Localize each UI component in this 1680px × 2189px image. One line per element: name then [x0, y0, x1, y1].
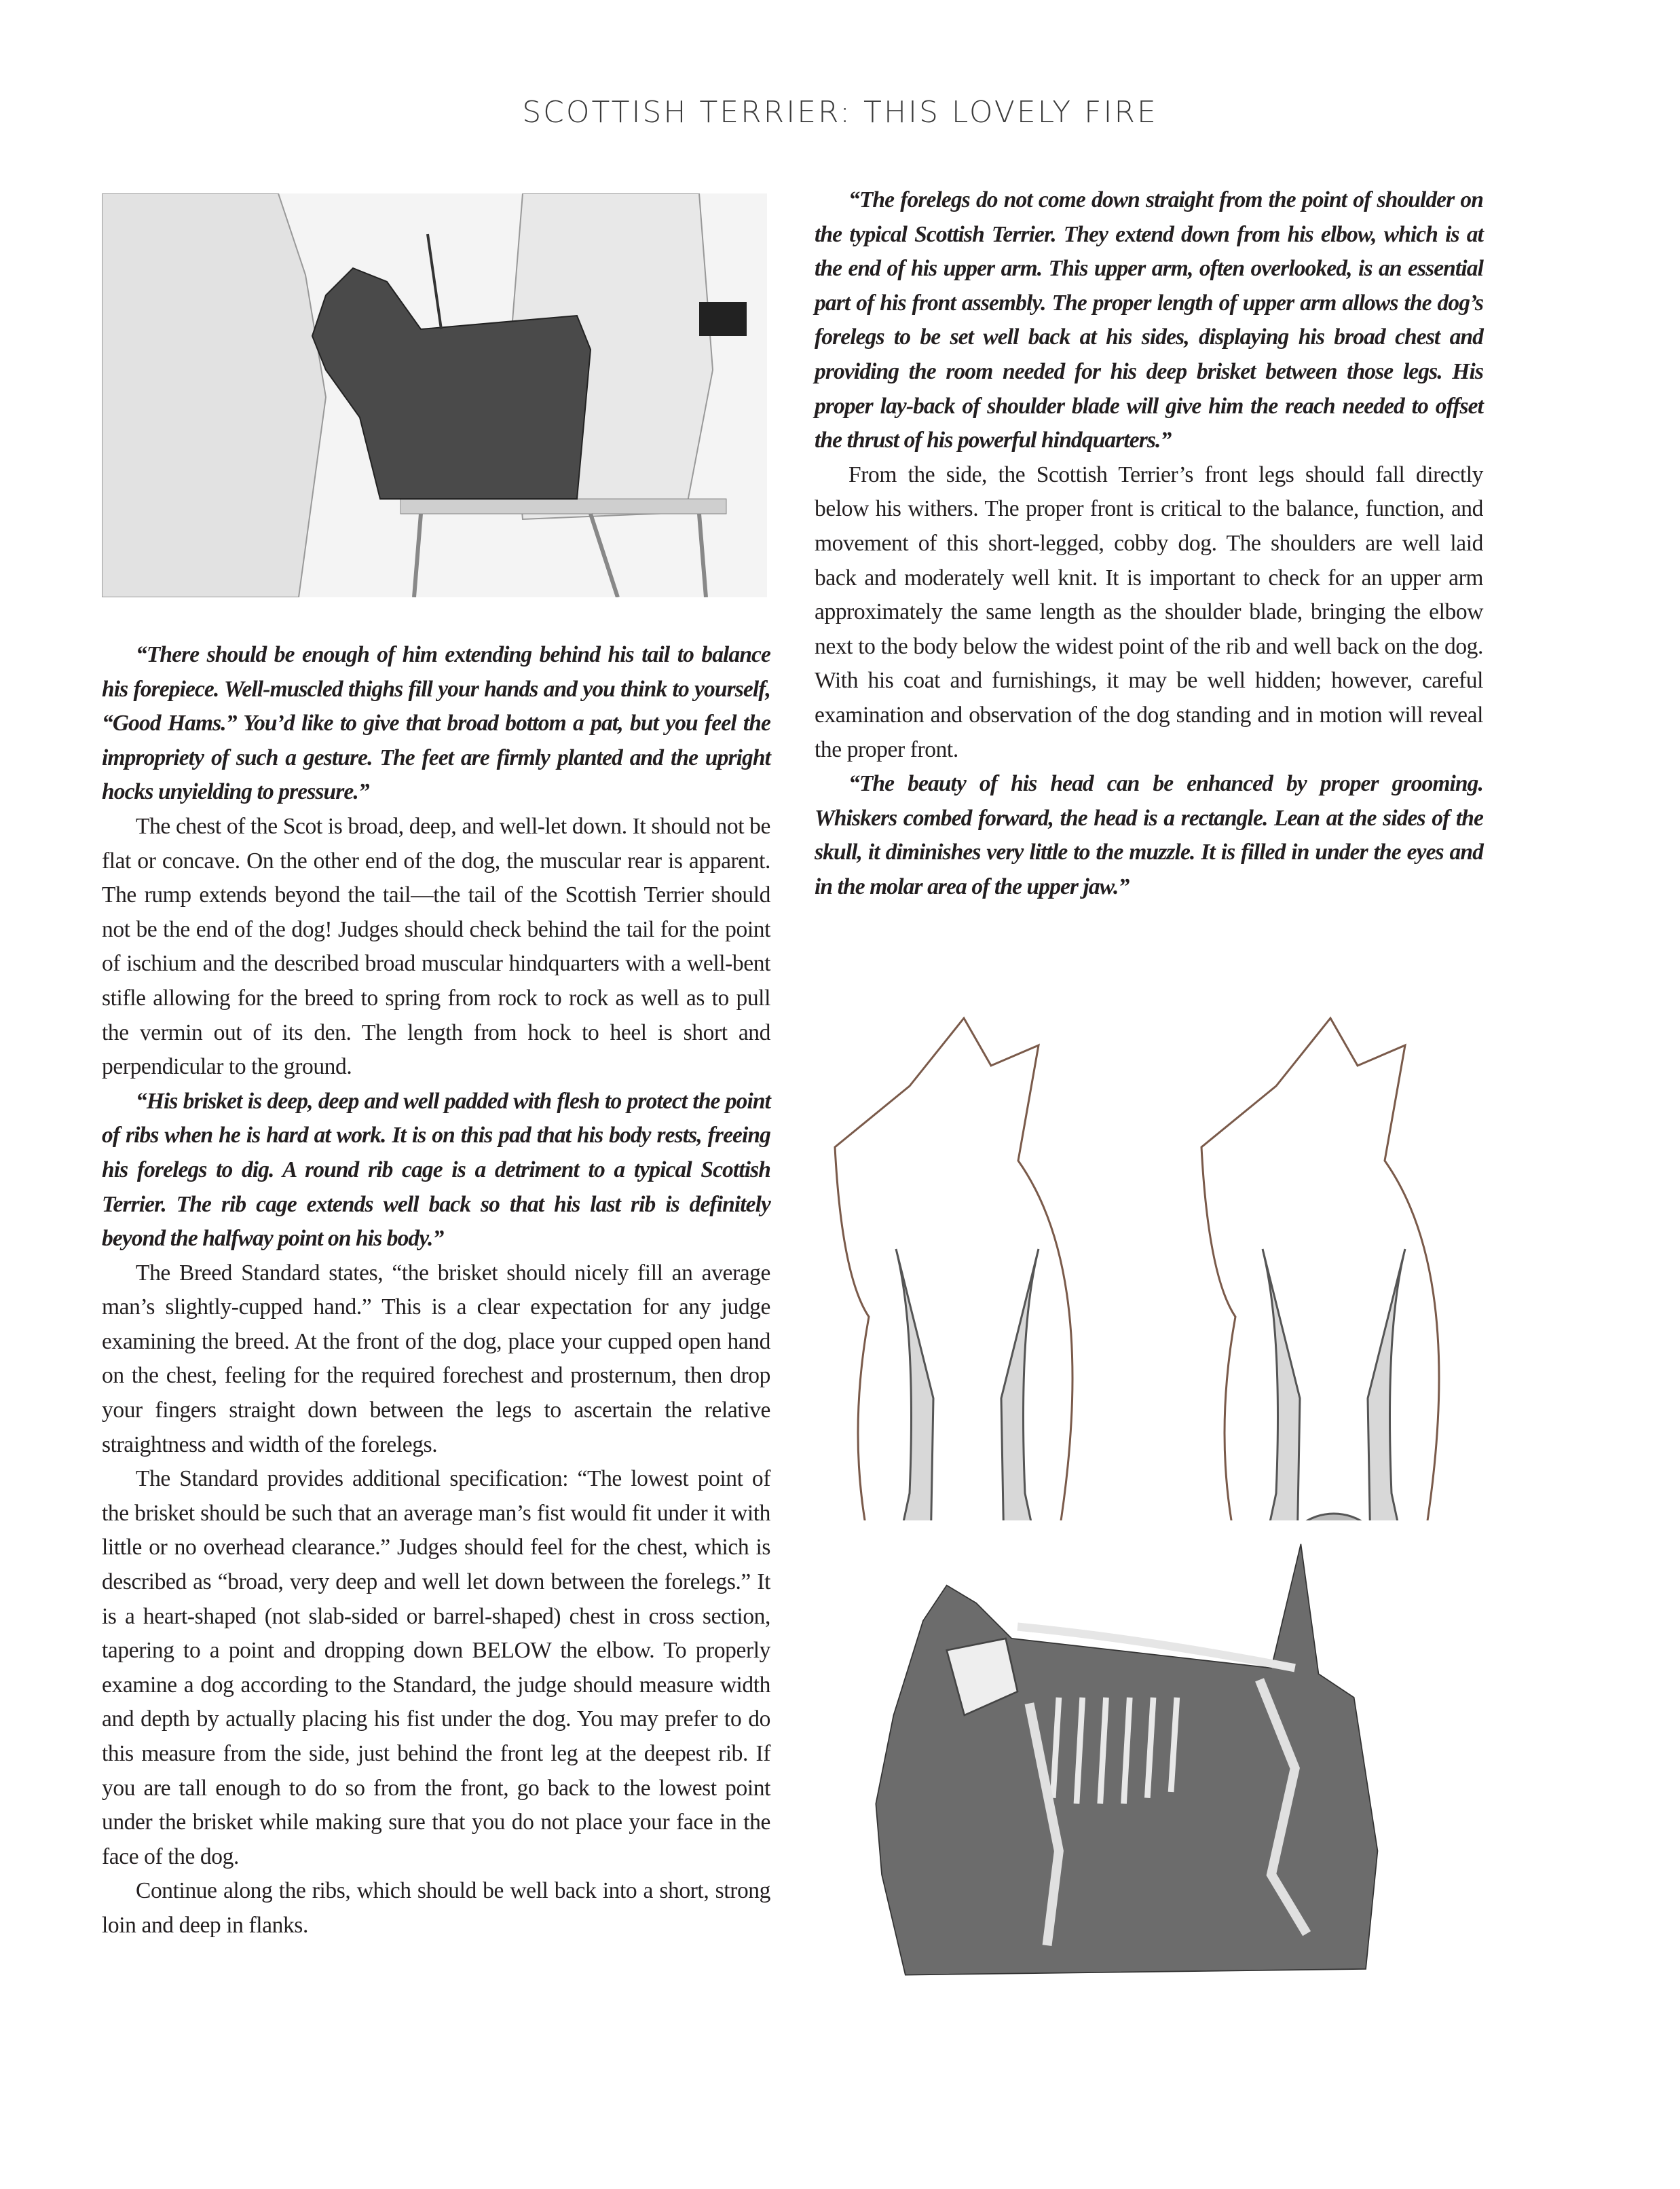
judge-examining-terrier-illustration	[102, 193, 767, 597]
hindquarters-quote: “There should be enough of him extending behind his tail to balance his forepiece. Well-muscled thighs fill your hands and you think to yourself, “Good Hams.” You’d like to give that broad bottom a pat, but you feel the impropriety of such a gesture. The feet are firmly planted and the upright hocks unyielding to pressure.”	[102, 642, 770, 805]
terrier-skeleton-side-illustration	[815, 1520, 1483, 2063]
right-text-column	[815, 183, 1483, 904]
body-paragraph: The Breed Standard states, “the brisket should nicely fill an average man’s slightly-cupped hand.” This is a clear expectation for any judge examining the breed. At the front of the dog, place your cupped open hand on the chest, feeling for the required forechest and prosternum, then drop your fingers straight down between the legs to ascertain the relative straightness and width of the forelegs.	[102, 1260, 770, 1457]
head-quote: “The beauty of his head can be enhanced by proper grooming. Whiskers combed forward, the head is a rectangle. Lean at the sides of the skull, it diminishes very little to the muzzle. It is filled in under the eyes and in the molar area of the upper jaw.”	[815, 771, 1483, 899]
brisket-quote: “His brisket is deep, deep and well padded with flesh to protect the point of ribs when he is hard at work. It is on this pad that his body rests, freeing his forelegs to dig. A round rib cage is a detriment to a typical Scottish Terrier. The rib cage extends well back so that his last rib is definitely beyond the halfway point on his body.”	[102, 1088, 770, 1252]
forelegs-quote: “The forelegs do not come down straight from the point of shoulder on the typical Scottish Terrier. They extend down from his elbow, which is at the end of his upper arm. This upper arm, often overlooked, is an essential part of his front assembly. The proper length of upper arm allows the dog’s forelegs to be set well back at his sides, displaying his broad chest and providing the room needed for his deep brisket between those legs. His proper lay-back of shoulder blade will give him the reach needed to offset the thrust of his powerful hindquarters.”	[815, 187, 1483, 453]
body-paragraph: Continue along the ribs, which should be well back into a short, strong loin and deep in flanks.	[102, 1878, 770, 1938]
body-paragraph: The Standard provides additional specification: “The lowest point of the brisket should be such that an average man’s fist would fit under it with little or no overhead clearance.” Judges should feel for the chest, which is described as “broad, very deep and well let down between the forelegs.” It is a heart-shaped (not slab-sided or barrel-shaped) chest in cross section, tapering to a point and dropping down BELOW the elbow. To properly examine a dog according to the Standard, the judge should measure width and depth by actually placing his fist under the dog. You may prefer to do this measure from the side, just behind the front leg at the deepest rib. If you are tall enough to do so from the front, go back to the lowest point under the brisket while making sure that you do not place your face in the face of the dog.	[102, 1466, 770, 1869]
body-paragraph: From the side, the Scottish Terrier’s front legs should fall directly below his withers. The proper front is critical to the balance, function, and movement of this short-legged, cobby dog. The shoulders are well laid back and moderately well knit. It is important to check for an upper arm approximately the same length as the shoulder blade, bringing the elbow next to the body below the widest point of the rib and well back on the dog. With his coat and furnishings, it may be well hidden; however, careful examination and observation of the dog standing and in motion will reveal the proper front.	[815, 462, 1483, 762]
page-header: SCOTTISH TERRIER: THIS LOVELY FIRE	[522, 95, 1158, 130]
body-paragraph: The chest of the Scot is broad, deep, and well-let down. It should not be flat or concave. On the other end of the dog, the muscular rear is apparent. The rump extends beyond the tail—the tail of the Scottish Terrier should not be the end of the dog! Judges should check behind the tail for the point of ischium and the described broad muscular hindquarters with a well-bent stifle allowing for the breed to spring from rock to rock as well as to pull the vermin out of its den. The length from hock to heel is short and perpendicular to the ground.	[102, 813, 770, 1080]
left-text-column	[102, 638, 770, 1943]
